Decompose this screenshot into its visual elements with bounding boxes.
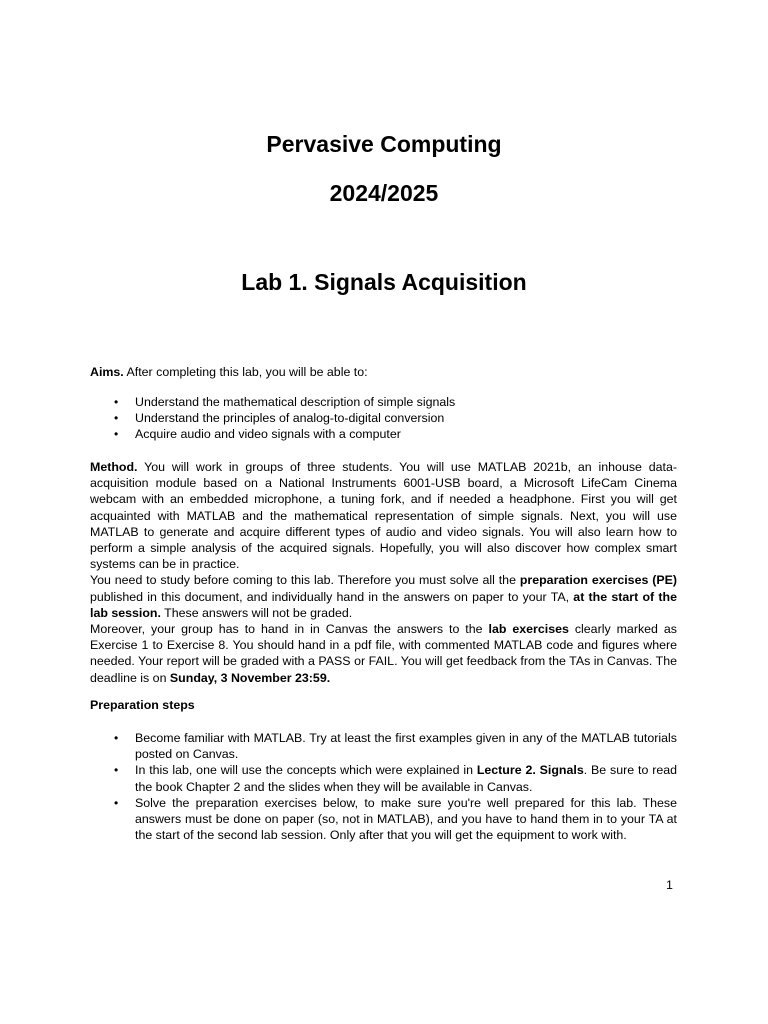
study-paragraph: You need to study before coming to this lab. Therefore you must solve all the preparation exercises (PE) published in this document, and individually hand in the answers on paper to your TA, at the start of the lab session. These answers will not be graded. [90, 573, 677, 620]
academic-year: 2024/2025 [329, 180, 439, 206]
handin-paragraph: Moreover, your group has to hand in in Canvas the answers to the lab exercises clearly marked as Exercise 1 to Exercise 8. You should hand in a pdf file, with commented MATLAB code and figures where needed. Your report will be graded with a PASS or FAIL. You will get feedback from the TAs in Canvas. The deadline is on Sunday, 3 November 23:59. [90, 622, 677, 685]
list-item: • Understand the principles of analog-to-digital conversion [114, 411, 445, 426]
course-title: Pervasive Computing [266, 131, 502, 157]
lab-title: Lab 1. Signals Acquisition [241, 269, 527, 295]
list-item: • Understand the mathematical description of simple signals [114, 395, 456, 409]
bullet-icon: • [114, 763, 119, 778]
aims-list [90, 394, 677, 443]
bullet-icon: • [114, 795, 119, 810]
method-section [90, 459, 677, 686]
list-item: • Become familiar with MATLAB. Try at least the first examples given in any of the MATLAB tutorials posted on Canvas. [114, 731, 677, 762]
aims-intro: After completing this lab, you will be able to: [123, 365, 368, 379]
list-item: • Acquire audio and video signals with a computer [114, 427, 401, 442]
bullet-icon: • [114, 427, 119, 442]
method-label: Method. [90, 460, 138, 474]
list-item: • In this lab, one will use the concepts which were explained in Lecture 2. Signals. Be sure to read the book Chapter 2 and the slides when they will be available in Canvas. [114, 763, 677, 794]
aims-paragraph [90, 364, 677, 380]
bullet-icon: • [114, 731, 119, 745]
preparation-list [90, 730, 677, 843]
method-paragraph: Method. You will work in groups of three students. You will use MATLAB 2021b, an inhouse data-acquisition module based on a National Instruments 6001-USB board, a Microsoft LifeCam Cinema webcam with an embedded microphone, a tuning fork, and if needed a headphone. First you will get acquainted with MATLAB and the mathematical representation of simple signals. Next, you will use MATLAB to generate and acquire different types of audio and video signals. You will also learn how to perform a simple analysis of the acquired signals. Hopefully, you will also discover how complex smart systems can be in practice. [90, 460, 677, 572]
bullet-icon: • [114, 395, 119, 409]
list-item: • Solve the preparation exercises below, to make sure you're well prepared for this lab. These answers must be done on paper (so, not in MATLAB), and you have to hand them in to your TA at the start of the second lab session. Only after that you will get the equipment to work with. [114, 795, 677, 843]
aims-label: Aims. [90, 365, 124, 379]
page-number: 1 [666, 878, 673, 892]
preparation-heading: Preparation steps [90, 698, 195, 712]
bullet-icon: • [114, 411, 119, 426]
deadline: Sunday, 3 November 23:59. [169, 670, 331, 685]
